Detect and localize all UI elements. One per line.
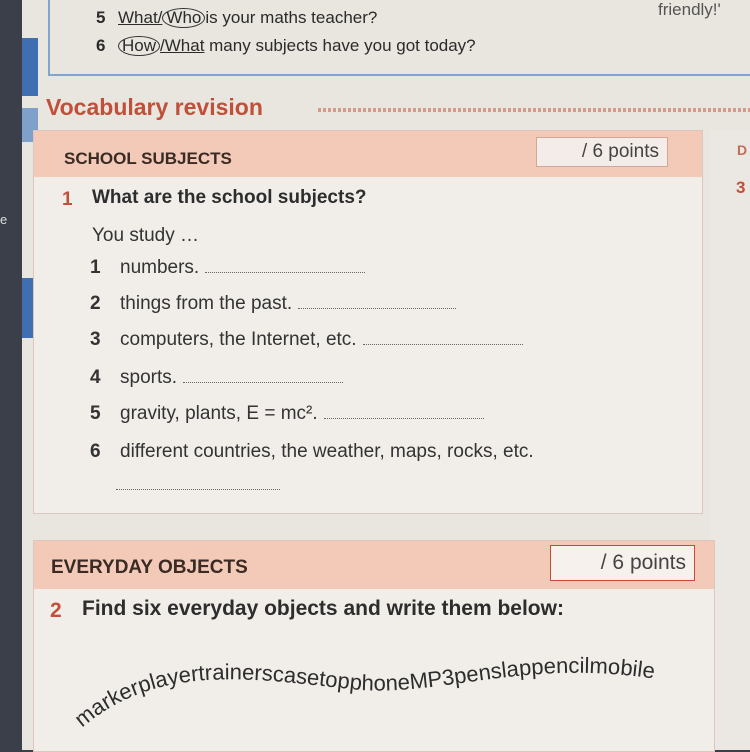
item-number: 2 (90, 293, 101, 314)
next-question-number: 3 (736, 178, 746, 197)
next-section-letter: D (737, 142, 748, 158)
points-box: / 6 points (536, 137, 668, 167)
item-number: 4 (90, 367, 101, 388)
vocabulary-revision-title: Vocabulary revision (46, 94, 263, 120)
item-text: sports. (120, 367, 178, 388)
item-text: computers, the Internet, etc. (120, 329, 357, 350)
question-intro: You study … (92, 225, 200, 246)
points-box: / 6 points (550, 545, 695, 581)
circled-answer-how: How (118, 36, 160, 56)
choice-what: What/ (118, 8, 163, 27)
circled-answer-who: Who (162, 8, 205, 28)
question-title: Find six everyday objects and write them below: (82, 597, 564, 620)
question-title: What are the school subjects? (92, 187, 367, 208)
section-title: EVERYDAY OBJECTS (51, 557, 248, 578)
line-number: 5 (96, 8, 106, 27)
word-snake-text (70, 653, 657, 732)
line-rest: is your maths teacher? (205, 8, 378, 27)
question-number: 1 (62, 189, 73, 210)
question-number: 2 (50, 599, 62, 622)
item-text: different countries, the weather, maps, rocks, etc. (120, 441, 534, 462)
item-text: numbers. (120, 257, 200, 278)
friendly-text: friendly!' (658, 0, 721, 19)
left-edge-glyph: e (0, 212, 8, 227)
word-snake-path-text: markerplayertrainerscasetopphoneMP3penslappencilmobile (69, 652, 657, 732)
item-text: things from the past. (120, 293, 293, 314)
line-number: 6 (96, 36, 106, 55)
item-number: 1 (90, 257, 101, 278)
item-number: 6 (90, 441, 101, 462)
item-number: 5 (90, 403, 101, 424)
item-number: 3 (90, 329, 101, 350)
line-rest: many subjects have you got today? (204, 36, 476, 55)
choice-what: /What (160, 36, 205, 55)
section-title: SCHOOL SUBJECTS (64, 149, 232, 168)
item-text: gravity, plants, E = mc². (120, 403, 318, 424)
